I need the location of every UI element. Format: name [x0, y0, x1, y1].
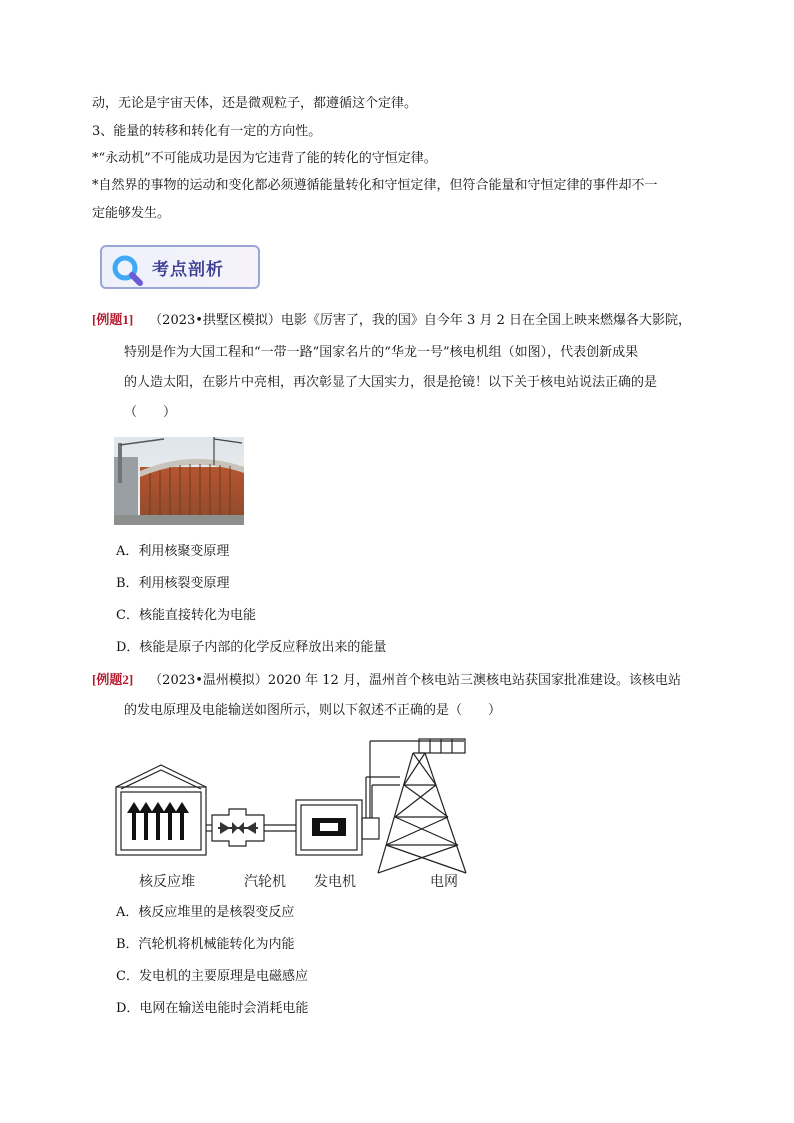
turbine-blades: [218, 822, 258, 834]
label-grid: 电网: [430, 874, 458, 890]
example2-line-1: （2023•温州模拟）2020 年 12 月，温州首个核电站三澳核电站获国家批准建设。该核电站: [149, 673, 681, 688]
example1-option-c: C．核能直接转化为电能: [116, 608, 256, 623]
example2-line-2: 的发电原理及电能输送如图所示，则以下叙述不正确的是（ ）: [124, 703, 502, 718]
example2-option-c: C．发电机的主要原理是电磁感应: [116, 969, 308, 984]
example1-tag: [例题1]: [92, 312, 134, 327]
reactor-arrows: [127, 802, 189, 840]
example1-option-b: B．利用核裂变原理: [116, 576, 230, 591]
example2-option-b: B．汽轮机将机械能转化为内能: [116, 937, 295, 952]
label-reactor: 核反应堆: [139, 874, 195, 890]
intro-line-3: *“永动机”不可能成功是因为它违背了能的转化的守恒定律。: [92, 151, 437, 166]
example2-option-a: A．核反应堆里的是核裂变反应: [116, 905, 295, 920]
example1-line-4: （ ）: [124, 405, 177, 420]
intro-line-4: *自然界的事物的运动和变化都必须遵循能量转化和守恒定律，但符合能量和守恒定律的事件却不一: [92, 178, 658, 193]
example1-first-line: [92, 312, 691, 329]
power-plant-diagram: [108, 733, 488, 893]
label-turbine: 汽轮机: [244, 874, 286, 890]
reactor-photo: [114, 437, 244, 525]
example2-option-d: D．电网在输送电能时会消耗电能: [116, 1001, 309, 1016]
pylon: [378, 753, 466, 873]
magnifier-icon: [108, 251, 148, 291]
label-generator: 发电机: [314, 874, 356, 890]
intro-line-5: 定能够发生。: [92, 206, 171, 221]
intro-line-2: 3、能量的转移和转化有一定的方向性。: [92, 124, 322, 139]
example1-line-3: 的人造太阳，在影片中亮相，再次彰显了大国实力，很是抢镜！以下关于核电站说法正确的是: [124, 375, 658, 390]
example2-tag: [例题2]: [92, 672, 134, 687]
example2-first-line: [92, 672, 681, 689]
example1-option-d: D．核能是原子内部的化学反应释放出来的能量: [116, 640, 387, 655]
example1-line-1: （2023•拱墅区模拟）电影《厉害了，我的国》自今年 3 月 2 日在全国上映来燃爆各大影院，: [149, 313, 691, 328]
intro-line-1: 动，无论是宇宙天体，还是微观粒子，都遵循这个定律。: [92, 96, 418, 111]
banner-title: 考点剖析: [152, 260, 224, 280]
example1-line-2: 特别是作为大国工程和“一带一路”国家名片的“华龙一号”核电机组（如图），代表创新成果: [124, 345, 639, 360]
connector-box: [362, 818, 379, 839]
example1-option-a: A．利用核聚变原理: [116, 544, 230, 559]
section-banner: [96, 239, 262, 293]
